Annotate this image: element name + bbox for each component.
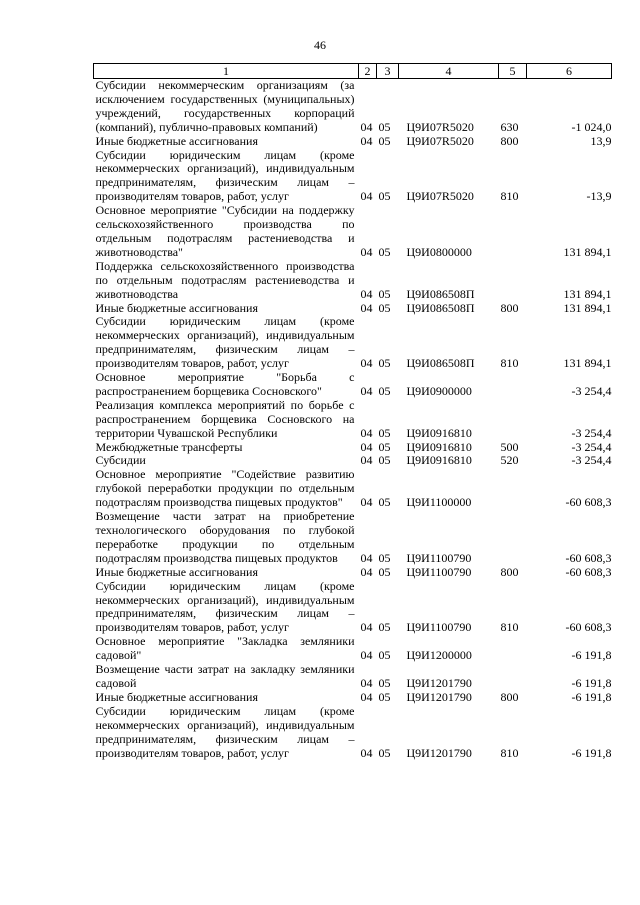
row-name: Субсидии bbox=[95, 453, 146, 468]
table-row bbox=[94, 204, 612, 260]
row-amount: -60 608,3 bbox=[565, 550, 612, 565]
row-section: 04 bbox=[360, 244, 373, 259]
row-section: 04 bbox=[360, 564, 373, 579]
row-subsection: 05 bbox=[378, 453, 391, 468]
row-target-article: Ц9И0900000 bbox=[406, 383, 472, 398]
row-subsection: 05 bbox=[378, 133, 391, 148]
row-amount: -60 608,3 bbox=[565, 564, 612, 579]
row-name: Межбюджетные трансферты bbox=[95, 439, 243, 454]
row-subsection: 05 bbox=[378, 689, 391, 704]
header-col-6: 6 bbox=[527, 64, 612, 79]
row-expense-type: 810 bbox=[500, 620, 519, 635]
row-target-article: Ц9И1201790 bbox=[406, 675, 472, 690]
row-name: Субсидии юридическим лицам (кроме некоммерческих организаций), индивидуальным предпринимателям, физическим лицам – производителям товаров, работ, услуг bbox=[95, 703, 355, 760]
table-row bbox=[94, 566, 612, 580]
row-expense-type: 800 bbox=[500, 564, 519, 579]
row-amount: 131 894,1 bbox=[563, 356, 612, 371]
row-expense-type bbox=[499, 260, 527, 302]
row-amount: -6 191,8 bbox=[571, 675, 612, 690]
row-target-article: Ц9И1100790 bbox=[406, 620, 472, 635]
row-section: 04 bbox=[360, 425, 373, 440]
row-name: Поддержка сельскохозяйственного производства по отдельным подотраслям растениеводства и животноводства bbox=[95, 258, 355, 301]
row-subsection: 05 bbox=[378, 356, 391, 371]
table-row bbox=[94, 691, 612, 705]
row-section: 04 bbox=[360, 119, 373, 134]
row-name: Реализация комплекса мероприятий по борьбе с распространением борщевика Сосновского на территории Чувашской Республики bbox=[95, 397, 355, 440]
table-row bbox=[94, 302, 612, 316]
row-subsection: 05 bbox=[378, 244, 391, 259]
row-amount: -6 191,8 bbox=[571, 648, 612, 663]
table-row bbox=[94, 580, 612, 636]
row-target-article: Ц9И07R5020 bbox=[406, 133, 474, 148]
row-section: 04 bbox=[360, 453, 373, 468]
row-section: 04 bbox=[360, 550, 373, 565]
row-target-article: Ц9И1100790 bbox=[406, 550, 472, 565]
row-name: Основное мероприятие "Закладка земляники садовой" bbox=[95, 634, 355, 663]
row-target-article: Ц9И0916810 bbox=[406, 439, 472, 454]
row-target-article: Ц9И0916810 bbox=[406, 453, 472, 468]
table-row bbox=[94, 510, 612, 566]
table-row bbox=[94, 705, 612, 761]
row-subsection: 05 bbox=[378, 620, 391, 635]
row-subsection: 05 bbox=[378, 300, 391, 315]
table-row bbox=[94, 399, 612, 441]
row-section: 04 bbox=[360, 133, 373, 148]
row-name: Иные бюджетные ассигнования bbox=[95, 133, 258, 148]
table-row bbox=[94, 149, 612, 205]
row-expense-type: 520 bbox=[500, 453, 519, 468]
row-expense-type: 810 bbox=[500, 745, 519, 760]
row-subsection: 05 bbox=[378, 675, 391, 690]
row-expense-type: 800 bbox=[500, 300, 519, 315]
row-expense-type: 800 bbox=[500, 133, 519, 148]
row-amount: 131 894,1 bbox=[563, 244, 612, 259]
row-target-article: Ц9И086508П bbox=[406, 356, 475, 371]
row-amount: -1 024,0 bbox=[571, 119, 612, 134]
row-expense-type: 800 bbox=[500, 689, 519, 704]
row-name: Основное мероприятие "Субсидии на поддержку сельскохозяйственного производства по отдельным подотраслям растениеводства и животноводства" bbox=[95, 203, 355, 259]
budget-table bbox=[93, 63, 612, 760]
row-expense-type: 630 bbox=[500, 119, 519, 134]
row-section: 04 bbox=[360, 689, 373, 704]
row-expense-type bbox=[499, 204, 527, 260]
row-subsection: 05 bbox=[378, 119, 391, 134]
row-name: Возмещение части затрат на закладку земляники садовой bbox=[95, 662, 355, 690]
row-name: Основное мероприятие "Борьба с распространением борщевика Сосновского" bbox=[95, 370, 355, 398]
row-amount: -3 254,4 bbox=[571, 453, 612, 468]
table-row bbox=[94, 371, 612, 399]
row-section: 04 bbox=[360, 286, 373, 301]
row-expense-type bbox=[499, 510, 527, 566]
row-target-article: Ц9И07R5020 bbox=[406, 119, 474, 134]
row-name: Субсидии юридическим лицам (кроме некоммерческих организаций), индивидуальным предпринимателям, физическим лицам – производителям товаров, работ, услуг bbox=[95, 578, 355, 635]
row-expense-type: 810 bbox=[500, 356, 519, 371]
table-header bbox=[94, 64, 612, 79]
row-target-article: Ц9И086508П bbox=[406, 300, 475, 315]
row-section: 04 bbox=[360, 495, 373, 510]
table-row bbox=[94, 315, 612, 371]
row-target-article: Ц9И1201790 bbox=[406, 745, 472, 760]
row-target-article: Ц9И1100790 bbox=[406, 564, 472, 579]
row-section: 04 bbox=[360, 383, 373, 398]
row-section: 04 bbox=[360, 300, 373, 315]
table-body bbox=[94, 79, 612, 761]
table-row bbox=[94, 260, 612, 302]
row-subsection: 05 bbox=[378, 189, 391, 204]
header-col-5: 5 bbox=[499, 64, 527, 79]
header-col-3: 3 bbox=[377, 64, 399, 79]
table-row bbox=[94, 635, 612, 663]
table-row bbox=[94, 79, 612, 135]
header-col-2: 2 bbox=[359, 64, 377, 79]
row-section: 04 bbox=[360, 648, 373, 663]
row-name: Иные бюджетные ассигнования bbox=[95, 689, 258, 704]
row-amount: -6 191,8 bbox=[571, 745, 612, 760]
row-target-article: Ц9И1100000 bbox=[406, 495, 472, 510]
row-expense-type bbox=[499, 399, 527, 441]
row-expense-type bbox=[499, 468, 527, 510]
row-target-article: Ц9И086508П bbox=[406, 286, 475, 301]
row-subsection: 05 bbox=[378, 564, 391, 579]
row-name: Субсидии некоммерческим организациям (за исключением государственных (муниципальных) учреждений, государственных корпораций (компаний), публично-правовых компаний) bbox=[95, 78, 355, 134]
row-expense-type bbox=[499, 663, 527, 691]
row-subsection: 05 bbox=[378, 286, 391, 301]
row-name: Основное мероприятие "Содействие развитию глубокой переработки продукции по отдельным подотраслям производства пищевых продуктов" bbox=[95, 467, 355, 510]
row-target-article: Ц9И0800000 bbox=[406, 244, 472, 259]
row-amount: -3 254,4 bbox=[571, 425, 612, 440]
row-subsection: 05 bbox=[378, 745, 391, 760]
row-target-article: Ц9И0916810 bbox=[406, 425, 472, 440]
table-row bbox=[94, 663, 612, 691]
row-target-article: Ц9И1200000 bbox=[406, 648, 472, 663]
row-expense-type bbox=[499, 371, 527, 399]
row-target-article: Ц9И07R5020 bbox=[406, 189, 474, 204]
row-expense-type bbox=[499, 635, 527, 663]
row-subsection: 05 bbox=[378, 439, 391, 454]
row-target-article: Ц9И1201790 bbox=[406, 689, 472, 704]
row-amount: -13,9 bbox=[586, 189, 612, 204]
table-row bbox=[94, 135, 612, 149]
row-amount: 13,9 bbox=[590, 133, 612, 148]
row-section: 04 bbox=[360, 439, 373, 454]
row-amount: -3 254,4 bbox=[571, 383, 612, 398]
row-expense-type: 500 bbox=[500, 439, 519, 454]
row-name: Возмещение части затрат на приобретение технологического оборудования по глубокой переработке продукции по отдельным подотраслям производства пищевых продуктов bbox=[95, 509, 355, 565]
header-row bbox=[94, 64, 612, 79]
row-amount: 131 894,1 bbox=[563, 286, 612, 301]
table-row bbox=[94, 454, 612, 468]
row-name: Субсидии юридическим лицам (кроме некоммерческих организаций), индивидуальным предпринимателям, физическим лицам – производителям товаров, работ, услуг bbox=[95, 314, 355, 371]
row-amount: -6 191,8 bbox=[571, 689, 612, 704]
row-section: 04 bbox=[360, 745, 373, 760]
page-number: 46 bbox=[314, 38, 326, 52]
row-section: 04 bbox=[360, 189, 373, 204]
row-amount: -60 608,3 bbox=[565, 620, 612, 635]
row-section: 04 bbox=[360, 620, 373, 635]
row-subsection: 05 bbox=[378, 648, 391, 663]
row-name: Иные бюджетные ассигнования bbox=[95, 564, 258, 579]
header-col-4: 4 bbox=[399, 64, 499, 79]
row-name: Субсидии юридическим лицам (кроме некоммерческих организаций), индивидуальным предпринимателям, физическим лицам – производителям товаров, работ, услуг bbox=[95, 147, 355, 204]
row-amount: -3 254,4 bbox=[571, 439, 612, 454]
table-row bbox=[94, 441, 612, 455]
header-col-1: 1 bbox=[94, 64, 359, 79]
row-section: 04 bbox=[360, 675, 373, 690]
row-subsection: 05 bbox=[378, 495, 391, 510]
row-expense-type: 810 bbox=[500, 189, 519, 204]
row-subsection: 05 bbox=[378, 425, 391, 440]
row-subsection: 05 bbox=[378, 550, 391, 565]
row-amount: -60 608,3 bbox=[565, 495, 612, 510]
table-row bbox=[94, 468, 612, 510]
row-amount: 131 894,1 bbox=[563, 300, 612, 315]
row-section: 04 bbox=[360, 356, 373, 371]
row-subsection: 05 bbox=[378, 383, 391, 398]
row-name: Иные бюджетные ассигнования bbox=[95, 300, 258, 315]
